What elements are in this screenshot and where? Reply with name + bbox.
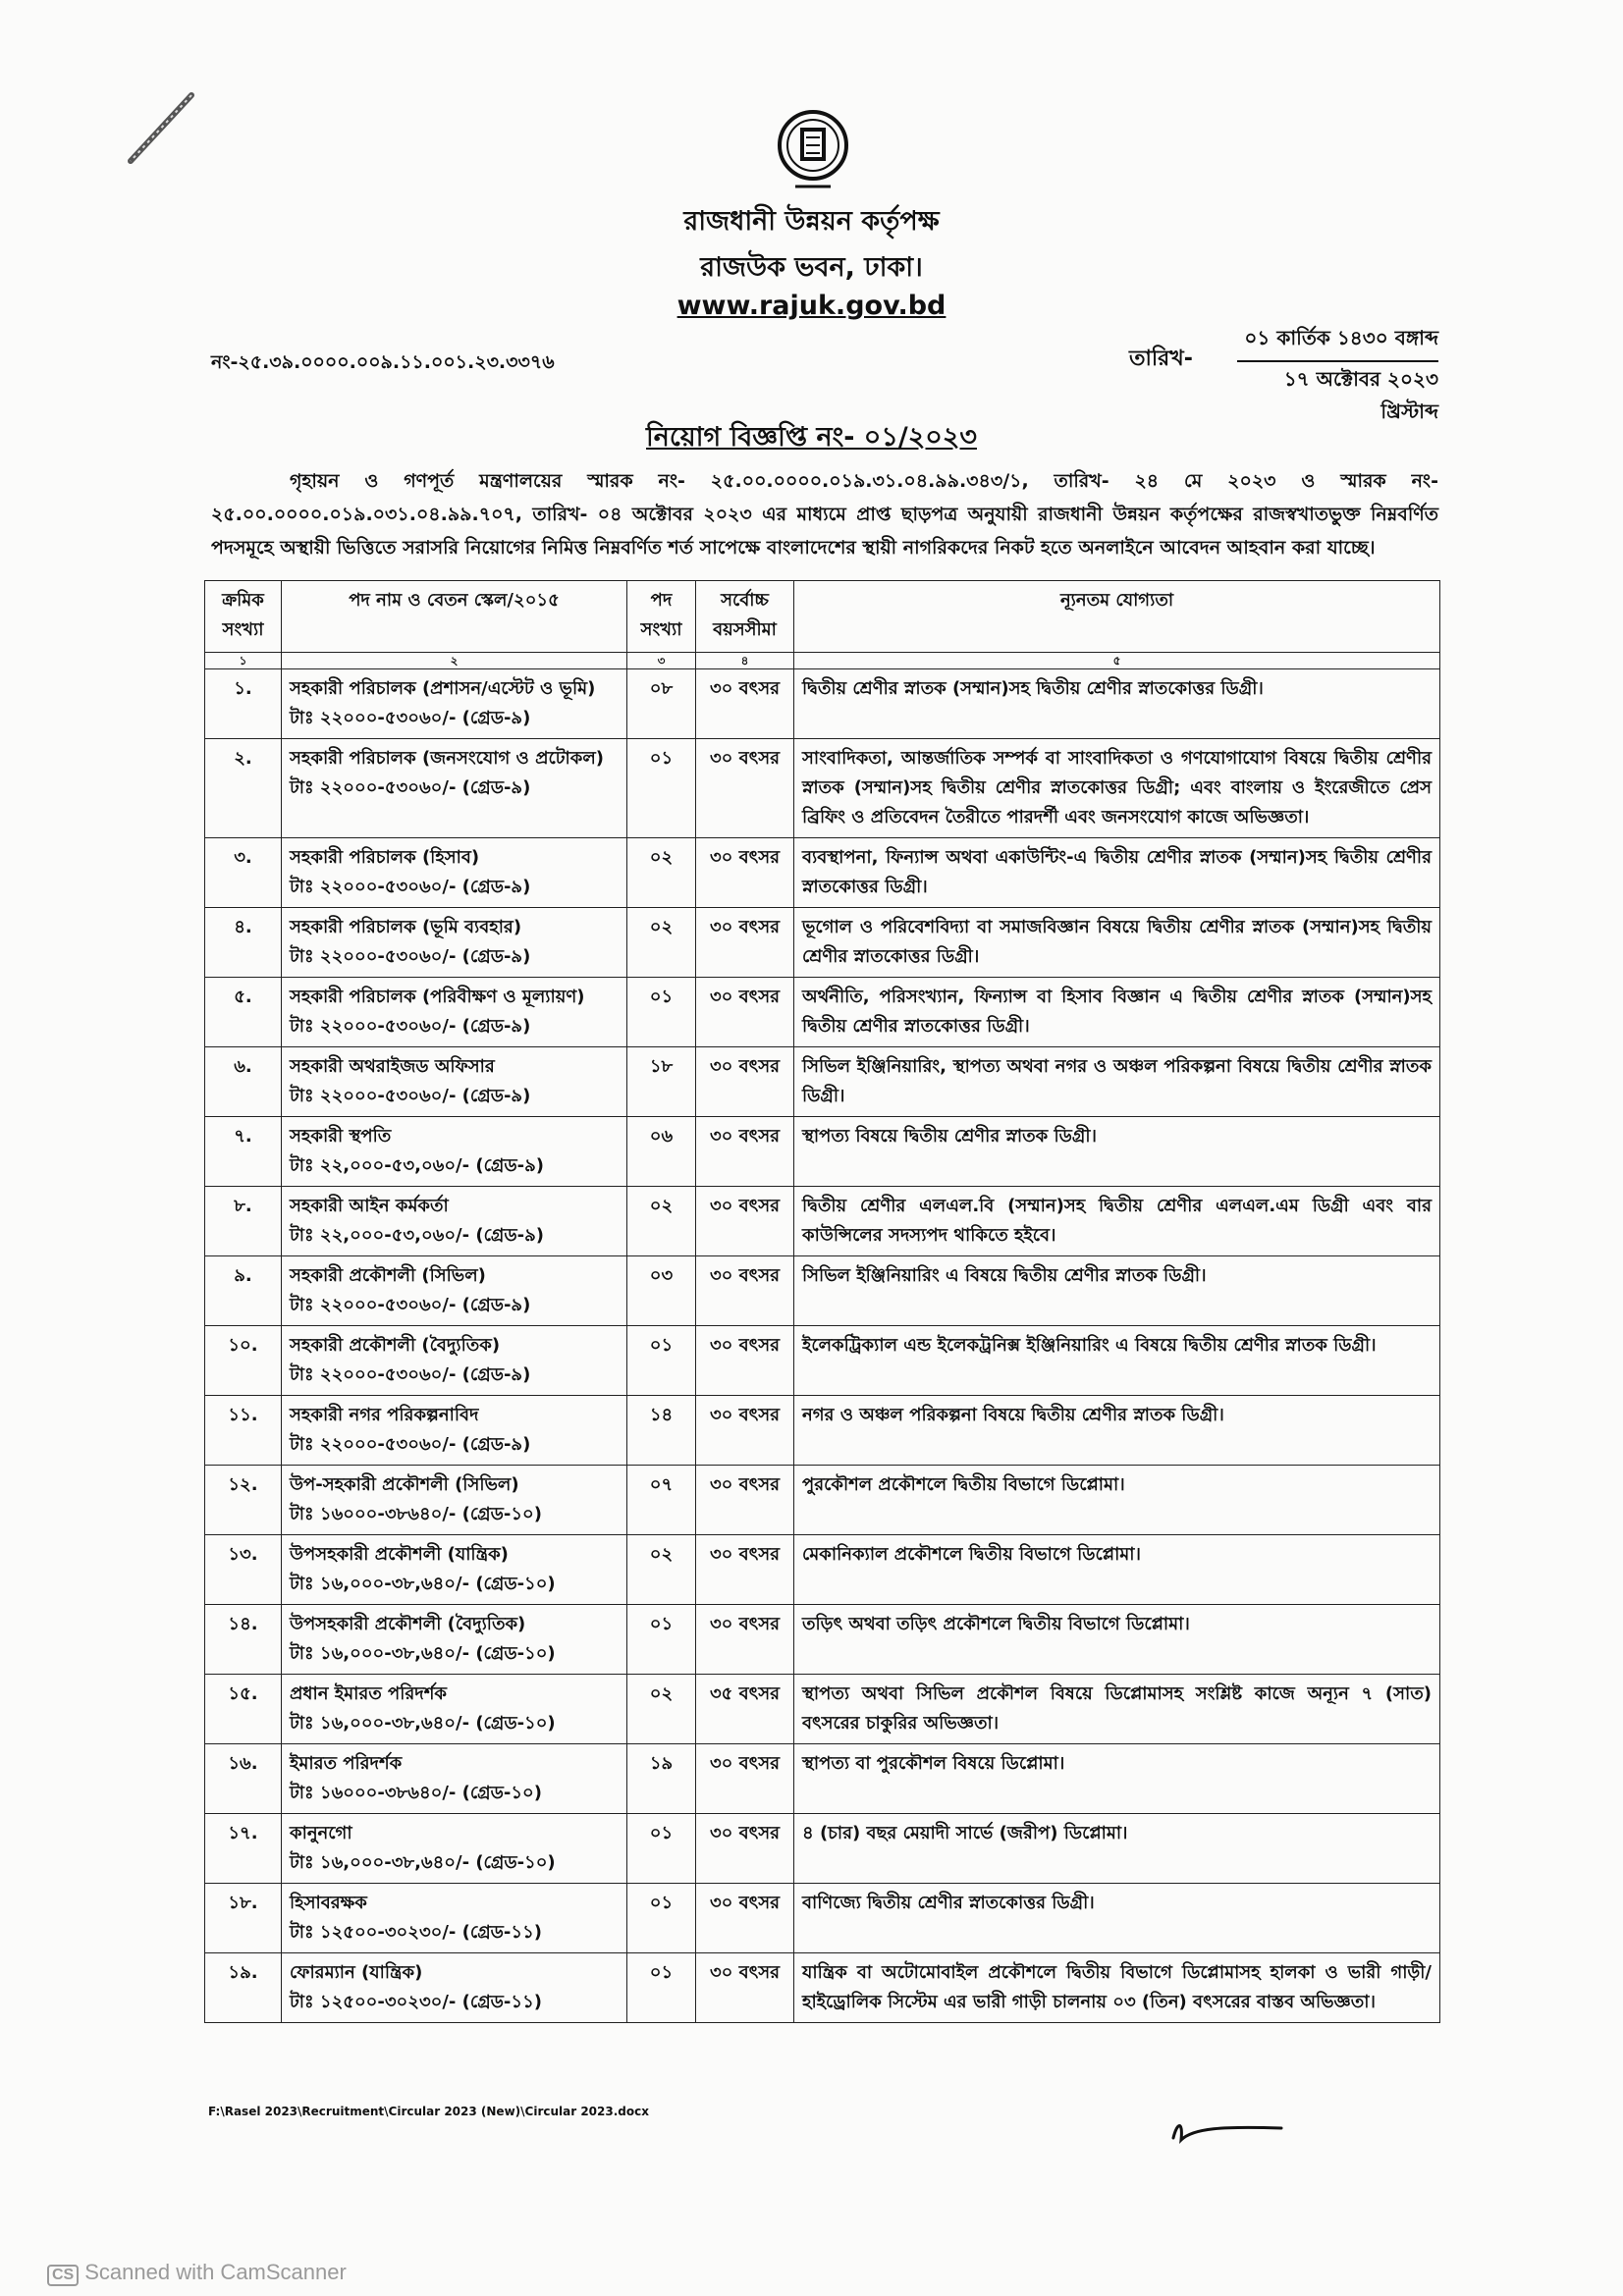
cell-post: [282, 1605, 627, 1675]
cell-post-count: ০২: [627, 1535, 696, 1605]
cell-age-limit: ৩০ বৎসর: [696, 908, 794, 978]
cell-post: [282, 1744, 627, 1814]
table-column-index-row: [205, 653, 1440, 669]
table-row: [205, 1675, 1440, 1744]
organization-name: রাজধানী উন্নয়ন কর্তৃপক্ষ: [683, 206, 940, 237]
rajuk-logo: [776, 108, 850, 194]
column-index: ১: [205, 653, 282, 669]
post-name: সহকারী পরিচালক (পরিবীক্ষণ ও মূল্যায়ণ): [290, 987, 585, 1007]
cell-qualification: স্থাপত্য অথবা সিভিল প্রকৌশল বিষয়ে ডিপ্লোমাসহ সংশ্লিষ্ট কাজে অন্যূন ৭ (সাত) বৎসরের চাকুরির অভিজ্ঞতা।: [794, 1675, 1440, 1744]
cell-qualification: বাণিজ্যে দ্বিতীয় শ্রেণীর স্নাতকোত্তর ডিগ্রী।: [794, 1884, 1440, 1953]
post-name: উপ-সহকারী প্রকৌশলী (সিভিল): [290, 1474, 519, 1495]
cell-qualification: মেকানিক্যাল প্রকৌশলে দ্বিতীয় বিভাগে ডিপ্লোমা।: [794, 1535, 1440, 1605]
cell-post-count: ০১: [627, 978, 696, 1047]
cell-serial: ৪.: [205, 908, 282, 978]
pay-scale: টাঃ ২২০০০-৫৩০৬০/- (গ্রেড-৯): [290, 877, 531, 897]
pay-scale: টাঃ ২২০০০-৫৩০৬০/- (গ্রেড-৯): [290, 708, 531, 728]
pay-scale: টাঃ ১৬,০০০-৩৮,৬৪০/- (গ্রেড-১০): [290, 1574, 556, 1594]
cell-post-count: ০৬: [627, 1117, 696, 1187]
table-row: [205, 1605, 1440, 1675]
cell-age-limit: ৩০ বৎসর: [696, 1396, 794, 1466]
cell-post: [282, 1117, 627, 1187]
table-row: [205, 838, 1440, 908]
cell-age-limit: ৩০ বৎসর: [696, 1187, 794, 1256]
cell-post: [282, 1675, 627, 1744]
pay-scale: টাঃ ২২০০০-৫৩০৬০/- (গ্রেড-৯): [290, 1295, 531, 1315]
memo-number: নং-২৫.৩৯.০০০০.০০৯.১১.০০১.২৩.৩৩৭৬: [211, 351, 555, 373]
cell-qualification: স্থাপত্য বিষয়ে দ্বিতীয় শ্রেণীর স্নাতক ডিগ্রী।: [794, 1117, 1440, 1187]
post-name: প্রধান ইমারত পরিদর্শক: [290, 1683, 447, 1704]
cell-post: [282, 1953, 627, 2023]
cell-qualification: ভূগোল ও পরিবেশবিদ্যা বা সমাজবিজ্ঞান বিষয়ে দ্বিতীয় শ্রেণীর স্নাতক (সম্মান)সহ দ্বিতীয় শ্রেণীর স্নাতকোত্তর ডিগ্রী।: [794, 908, 1440, 978]
cell-qualification: ৪ (চার) বছর মেয়াদী সার্ভে (জরীপ) ডিপ্লোমা।: [794, 1814, 1440, 1884]
header-serial: ক্রমিক সংখ্যা: [205, 581, 282, 653]
pen-mark-image: [123, 90, 196, 169]
cell-qualification: যান্ত্রিক বা অটোমোবাইল প্রকৌশলে দ্বিতীয় বিভাগে ডিপ্লোমাসহ হালকা ও ভারী গাড়ী/ হাইড্রোলিক সিস্টেম এর ভারী গাড়ী চালনায় ০৩ (তিন) বৎসরের বাস্তব অভিজ্ঞতা।: [794, 1953, 1440, 2023]
cell-qualification: সিভিল ইঞ্জিনিয়ারিং এ বিষয়ে দ্বিতীয় শ্রেণীর স্নাতক ডিগ্রী।: [794, 1256, 1440, 1326]
cell-age-limit: ৩০ বৎসর: [696, 1605, 794, 1675]
cell-post: [282, 1814, 627, 1884]
cell-qualification: অর্থনীতি, পরিসংখ্যান, ফিন্যান্স বা হিসাব বিজ্ঞান এ দ্বিতীয় শ্রেণীর স্নাতক (সম্মান)সহ দ্বিতীয় শ্রেণীর স্নাতকোত্তর ডিগ্রী।: [794, 978, 1440, 1047]
post-name: ইমারত পরিদর্শক: [290, 1753, 403, 1774]
date-bengali: ০১ কার্তিক ১৪৩০ বঙ্গাব্দ: [1237, 324, 1438, 362]
post-name: সহকারী পরিচালক (প্রশাসন/এস্টেট ও ভূমি): [290, 678, 596, 699]
cell-age-limit: ৩০ বৎসর: [696, 1884, 794, 1953]
pay-scale: টাঃ ১৬,০০০-৩৮,৬৪০/- (গ্রেড-১০): [290, 1852, 556, 1873]
cell-post-count: ০২: [627, 1675, 696, 1744]
post-name: উপসহকারী প্রকৌশলী (বৈদ্যুতিক): [290, 1614, 526, 1634]
cell-post: [282, 838, 627, 908]
scanner-text: Scanned with CamScanner: [84, 2260, 347, 2284]
date-label: তারিখ-: [1129, 347, 1193, 371]
cell-serial: ৯.: [205, 1256, 282, 1326]
cell-post: [282, 1466, 627, 1535]
cell-post: [282, 1187, 627, 1256]
cell-serial: ১৪.: [205, 1605, 282, 1675]
cell-post: [282, 1884, 627, 1953]
cell-qualification: পুরকৌশল প্রকৌশলে দ্বিতীয় বিভাগে ডিপ্লোমা।: [794, 1466, 1440, 1535]
cell-post-count: ০১: [627, 1953, 696, 2023]
cell-post-count: ০২: [627, 838, 696, 908]
cell-post-count: ০১: [627, 1884, 696, 1953]
cell-post-count: ০৩: [627, 1256, 696, 1326]
cell-age-limit: ৩০ বৎসর: [696, 1047, 794, 1117]
pay-scale: টাঃ ১৬০০০-৩৮৬৪০/- (গ্রেড-১০): [290, 1783, 542, 1803]
cell-serial: ৭.: [205, 1117, 282, 1187]
cell-serial: ১০.: [205, 1326, 282, 1396]
cell-age-limit: ৩০ বৎসর: [696, 1326, 794, 1396]
table-row: [205, 908, 1440, 978]
cell-age-limit: ৩৫ বৎসর: [696, 1675, 794, 1744]
pay-scale: টাঃ ১৬,০০০-৩৮,৬৪০/- (গ্রেড-১০): [290, 1713, 556, 1734]
column-index: ৩: [627, 653, 696, 669]
post-name: সহকারী প্রকৌশলী (বৈদ্যুতিক): [290, 1335, 501, 1356]
header-qualification: ন্যূনতম যোগ্যতা: [794, 581, 1440, 653]
pay-scale: টাঃ ২২০০০-৫৩০৬০/- (গ্রেড-৯): [290, 946, 531, 967]
cell-age-limit: ৩০ বৎসর: [696, 1466, 794, 1535]
table-row: [205, 1256, 1440, 1326]
post-name: ফোরম্যান (যান্ত্রিক): [290, 1962, 423, 1983]
header-post-scale: পদ নাম ও বেতন স্কেল/২০১৫: [282, 581, 627, 653]
pay-scale: টাঃ ২২,০০০-৫৩,০৬০/- (গ্রেড-৯): [290, 1225, 544, 1246]
post-name: সহকারী স্থপতি: [290, 1126, 392, 1147]
header-post-count: পদ সংখ্যা: [627, 581, 696, 653]
pay-scale: টাঃ ২২০০০-৫৩০৬০/- (গ্রেড-৯): [290, 1086, 531, 1106]
cell-qualification: দ্বিতীয় শ্রেণীর স্নাতক (সম্মান)সহ দ্বিতীয় শ্রেণীর স্নাতকোত্তর ডিগ্রী।: [794, 669, 1440, 739]
post-name: সহকারী পরিচালক (জনসংযোগ ও প্রটোকল): [290, 748, 604, 769]
notice-title: নিয়োগ বিজ্ঞপ্তি নং- ০১/২০২৩: [646, 422, 977, 453]
recruitment-table: [204, 580, 1440, 2023]
cell-serial: ৮.: [205, 1187, 282, 1256]
cell-post: [282, 978, 627, 1047]
table-row: [205, 1187, 1440, 1256]
pay-scale: টাঃ ১৬০০০-৩৮৬৪০/- (গ্রেড-১০): [290, 1504, 542, 1524]
camscanner-logo: CS: [47, 2265, 79, 2286]
post-name: হিসাবরক্ষক: [290, 1893, 367, 1913]
cell-post-count: ০২: [627, 1187, 696, 1256]
cell-serial: ১৮.: [205, 1884, 282, 1953]
cell-post-count: ০১: [627, 1326, 696, 1396]
cell-post-count: ০১: [627, 1605, 696, 1675]
cell-post-count: ০৭: [627, 1466, 696, 1535]
pay-scale: টাঃ ১২৫০০-৩০২৩০/- (গ্রেড-১১): [290, 1992, 542, 2012]
pay-scale: টাঃ ২২০০০-৫৩০৬০/- (গ্রেড-৯): [290, 1016, 531, 1037]
table-row: [205, 1884, 1440, 1953]
cell-post: [282, 1396, 627, 1466]
table-row: [205, 669, 1440, 739]
cell-serial: ১৬.: [205, 1744, 282, 1814]
cell-post-count: ১৮: [627, 1047, 696, 1117]
cell-qualification: সিভিল ইঞ্জিনিয়ারিং, স্থাপত্য অথবা নগর ও অঞ্চল পরিকল্পনা বিষয়ে দ্বিতীয় শ্রেণীর স্নাতক ডিগ্রী।: [794, 1047, 1440, 1117]
pay-scale: টাঃ ২২০০০-৫৩০৬০/- (গ্রেড-৯): [290, 1364, 531, 1385]
cell-post: [282, 1047, 627, 1117]
cell-serial: ১৫.: [205, 1675, 282, 1744]
table-row: [205, 978, 1440, 1047]
cell-serial: ১৯.: [205, 1953, 282, 2023]
cell-qualification: ব্যবস্থাপনা, ফিন্যান্স অথবা একাউন্টিং-এ দ্বিতীয় শ্রেণীর স্নাতক (সম্মান)সহ দ্বিতীয় শ্রেণীর স্নাতকোত্তর ডিগ্রী।: [794, 838, 1440, 908]
post-name: সহকারী নগর পরিকল্পনাবিদ: [290, 1405, 479, 1425]
column-index: ৫: [794, 653, 1440, 669]
cell-age-limit: ৩০ বৎসর: [696, 739, 794, 838]
file-path: F:\Rasel 2023\Recruitment\Circular 2023 (New)\Circular 2023.docx: [208, 2105, 649, 2118]
cell-post-count: ০৮: [627, 669, 696, 739]
pay-scale: টাঃ ১৬,০০০-৩৮,৬৪০/- (গ্রেড-১০): [290, 1643, 556, 1664]
table-row: [205, 1466, 1440, 1535]
table-row: [205, 1814, 1440, 1884]
column-index: ৪: [696, 653, 794, 669]
table-row: [205, 1535, 1440, 1605]
post-name: কানুনগো: [290, 1823, 352, 1843]
cell-qualification: স্থাপত্য বা পুরকৌশল বিষয়ে ডিপ্লোমা।: [794, 1744, 1440, 1814]
cell-post-count: ০১: [627, 1814, 696, 1884]
cell-serial: ১২.: [205, 1466, 282, 1535]
post-name: সহকারী আইন কর্মকর্তা: [290, 1196, 449, 1216]
cell-post: [282, 669, 627, 739]
cell-serial: ১৩.: [205, 1535, 282, 1605]
cell-post: [282, 908, 627, 978]
cell-post-count: ০২: [627, 908, 696, 978]
cell-serial: ১৭.: [205, 1814, 282, 1884]
cell-post: [282, 1326, 627, 1396]
cell-age-limit: ৩০ বৎসর: [696, 978, 794, 1047]
date-gregorian: ১৭ অক্টোবর ২০২৩ খ্রিস্টাব্দ: [1283, 367, 1438, 423]
table-row: [205, 1326, 1440, 1396]
cell-serial: ৩.: [205, 838, 282, 908]
table-body: [205, 669, 1440, 2023]
cell-serial: ৫.: [205, 978, 282, 1047]
post-name: সহকারী পরিচালক (ভূমি ব্যবহার): [290, 917, 522, 937]
cell-post-count: ০১: [627, 739, 696, 838]
cell-age-limit: ৩০ বৎসর: [696, 1117, 794, 1187]
cell-post: [282, 1535, 627, 1605]
cell-post: [282, 739, 627, 838]
cell-age-limit: ৩০ বৎসর: [696, 669, 794, 739]
cell-serial: ১.: [205, 669, 282, 739]
signature-image: [1163, 2110, 1291, 2150]
cell-qualification: তড়িৎ অথবা তড়িৎ প্রকৌশলে দ্বিতীয় বিভাগে ডিপ্লোমা।: [794, 1605, 1440, 1675]
pay-scale: টাঃ ২২,০০০-৫৩,০৬০/- (গ্রেড-৯): [290, 1155, 544, 1176]
cell-serial: ৬.: [205, 1047, 282, 1117]
table-header-row: [205, 581, 1440, 653]
cell-qualification: নগর ও অঞ্চল পরিকল্পনা বিষয়ে দ্বিতীয় শ্রেণীর স্নাতক ডিগ্রী।: [794, 1396, 1440, 1466]
post-name: সহকারী প্রকৌশলী (সিভিল): [290, 1265, 486, 1286]
table-row: [205, 739, 1440, 838]
header-age-limit: সর্বোচ্চ বয়সসীমা: [696, 581, 794, 653]
cell-age-limit: ৩০ বৎসর: [696, 1953, 794, 2023]
cell-qualification: ইলেকট্রিক্যাল এন্ড ইলেকট্রনিক্স ইঞ্জিনিয়ারিং এ বিষয়ে দ্বিতীয় শ্রেণীর স্নাতক ডিগ্রী।: [794, 1326, 1440, 1396]
cell-serial: ১১.: [205, 1396, 282, 1466]
cell-post: [282, 1256, 627, 1326]
post-name: সহকারী পরিচালক (হিসাব): [290, 847, 480, 868]
pay-scale: টাঃ ১২৫০০-৩০২৩০/- (গ্রেড-১১): [290, 1922, 542, 1943]
cell-age-limit: ৩০ বৎসর: [696, 1814, 794, 1884]
table-row: [205, 1396, 1440, 1466]
table-row: [205, 1744, 1440, 1814]
cell-post-count: ১৪: [627, 1396, 696, 1466]
scanner-watermark: [47, 2260, 347, 2286]
cell-age-limit: ৩০ বৎসর: [696, 1535, 794, 1605]
table-row: [205, 1047, 1440, 1117]
post-name: সহকারী অথরাইজড অফিসার: [290, 1056, 495, 1077]
organization-address: রাজউক ভবন, ঢাকা।: [700, 252, 923, 283]
intro-paragraph: গৃহায়ন ও গণপূর্ত মন্ত্রণালয়ের স্মারক নং- ২৫.০০.০০০০.০১৯.৩১.০৪.৯৯.৩৪৩/১, তারিখ- ২৪ মে ২০২৩ ও স্মারক নং- ২৫.০০.০০০০.০১৯.০৩১.০৪.৯৯.৭০৭, তারিখ- ০৪ অক্টোবর ২০২৩ এর মাধ্যমে প্রাপ্ত ছাড়পত্র অনুযায়ী রাজধানী উন্নয়ন কর্তৃপক্ষের রাজস্বখাতভুক্ত নিম্নবর্ণিত পদসমূহে অস্থায়ী ভিত্তিতে সরাসরি নিয়োগের নিমিত্ত নিম্নবর্ণিত শর্ত সাপেক্ষে বাংলাদেশের স্থায়ী নাগরিকদের নিকট হতে অনলাইনে আবেদন আহবান করা যাচ্ছে।: [211, 470, 1438, 559]
cell-serial: ২.: [205, 739, 282, 838]
cell-age-limit: ৩০ বৎসর: [696, 838, 794, 908]
post-name: উপসহকারী প্রকৌশলী (যান্ত্রিক): [290, 1544, 509, 1565]
column-index: ২: [282, 653, 627, 669]
organization-website-link[interactable]: www.rajuk.gov.bd: [676, 291, 947, 321]
cell-age-limit: ৩০ বৎসর: [696, 1256, 794, 1326]
cell-post-count: ১৯: [627, 1744, 696, 1814]
cell-age-limit: ৩০ বৎসর: [696, 1744, 794, 1814]
pay-scale: টাঃ ২২০০০-৫৩০৬০/- (গ্রেড-৯): [290, 777, 531, 798]
table-row: [205, 1953, 1440, 2023]
table-row: [205, 1117, 1440, 1187]
cell-qualification: সাংবাদিকতা, আন্তর্জাতিক সম্পর্ক বা সাংবাদিকতা ও গণযোগাযোগ বিষয়ে দ্বিতীয় শ্রেণীর স্নাতক (সম্মান)সহ দ্বিতীয় শ্রেণীর স্নাতকোত্তর ডিগ্রী; এবং বাংলায় ও ইংরেজীতে প্রেস ব্রিফিং ও প্রতিবেদন তৈরীতে পারদর্শী এবং জনসংযোগ কাজে অভিজ্ঞতা।: [794, 739, 1440, 838]
cell-qualification: দ্বিতীয় শ্রেণীর এলএল.বি (সম্মান)সহ দ্বিতীয় শ্রেণীর এলএল.এম ডিগ্রী এবং বার কাউন্সিলের সদস্যপদ থাকিতে হইবে।: [794, 1187, 1440, 1256]
pay-scale: টাঃ ২২০০০-৫৩০৬০/- (গ্রেড-৯): [290, 1434, 531, 1455]
